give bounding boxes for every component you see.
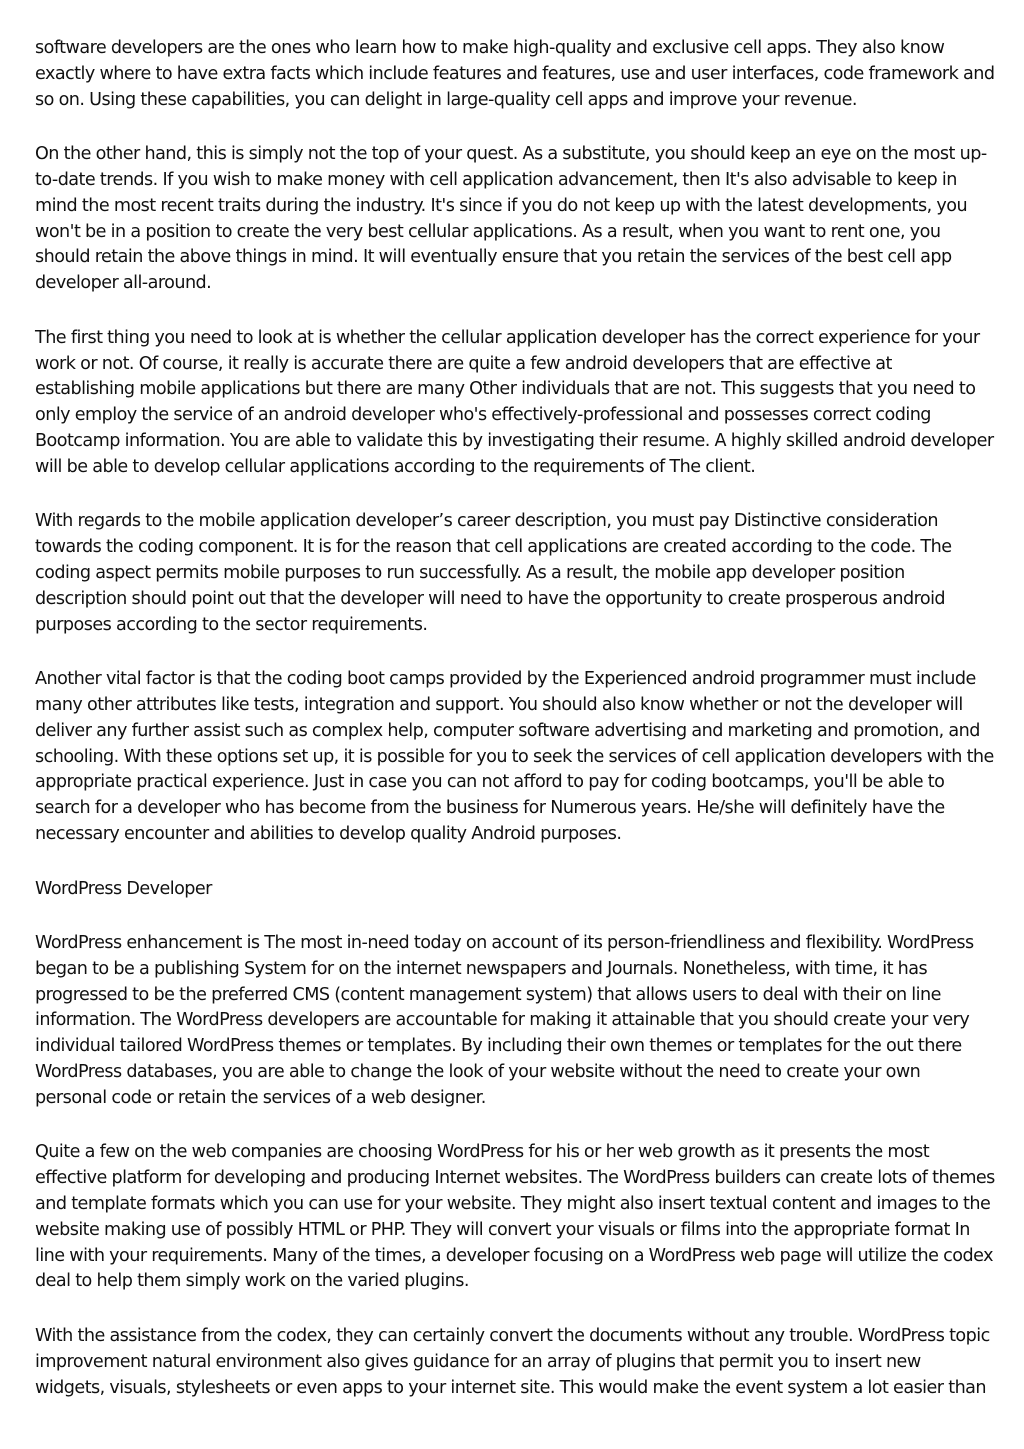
paragraph-4: With regards to the mobile application developer’s career description, you must pay Distinctive consideration towards the coding component. It is for the reason that cell applications are created according to the code. The coding aspect permits mobile purposes to run successfully. As a result, the mobile app developer position description should point out that the developer will need to have the opportunity to create prosperous android purposes according to the sector requirements. bbox=[35, 511, 952, 635]
paragraph-1: software developers are the ones who learn how to make high-quality and exclusive cell apps. They also know exactly where to have extra facts which include features and features, use and user interfaces, code framework and so on. Using these capabilities, you can delight in large-quality cell apps and improve your revenue. bbox=[35, 38, 995, 110]
paragraph-6: WordPress enhancement is The most in-need today on account of its person-friendliness and flexibility. WordPress began to be a publishing System for on the internet newspapers and Journals. Nonetheless, with time, it has progressed to be the preferred CMS (content management system) that allows users to deal with their on line information. The WordPress developers are accountable for making it attainable that you should create your very individual tailored WordPress themes or templates. By including their own themes or templates for the out there WordPress databases, you are able to change the look of your website without the need to create your own personal code or retain the services of a web designer. bbox=[35, 933, 974, 1108]
paragraph-7: Quite a few on the web companies are choosing WordPress for his or her web growth as it presents the most effective platform for developing and producing Internet websites. The WordPress builders can create lots of themes and template formats which you can use for your website. They might also insert textual content and images to the website making use of possibly HTML or PHP. They will convert your visuals or films into the appropriate format In line with your requirements. Many of the times, a developer focusing on a WordPress web page will utilize the codex deal to help them simply work on the varied plugins. bbox=[35, 1142, 995, 1292]
document-body bbox=[35, 36, 995, 1430]
paragraph-5: Another vital factor is that the coding boot camps provided by the Experienced android programmer must include many other attributes like tests, integration and support. You should also know whether or not the developer will deliver any further assist such as complex help, computer software advertising and marketing and promotion, and schooling. With these options set up, it is possible for you to seek the services of cell application developers with the appropriate practical experience. Just in case you can not afford to pay for coding bootcamps, you'll be able to search for a developer who has become from the business for Numerous years. He/she will definitely have the necessary encounter and abilities to develop quality Android purposes. bbox=[35, 669, 994, 844]
paragraph-3: The first thing you need to look at is whether the cellular application developer has the correct experience for your work or not. Of course, it really is accurate there are quite a few android developers that are effective at establishing mobile applications but there are many Other individuals that are not. This suggests that you need to only employ the service of an android developer who's effectively-professional and possesses correct coding Bootcamp information. You are able to validate this by investigating their resume. A highly skilled android developer will be able to develop cellular applications according to the requirements of The client. bbox=[35, 327, 994, 477]
section-heading-wordpress-developer: WordPress Developer bbox=[35, 878, 212, 899]
paragraph-8: With the assistance from the codex, they can certainly convert the documents without any trouble. WordPress topic improvement natural environment also gives guidance for an array of plugins that permit you to insert new widgets, visuals, stylesheets or even apps to your internet site. This would make the event system a lot easier than bbox=[35, 1326, 990, 1398]
paragraph-2: On the other hand, this is simply not the top of your quest. As a substitute, you should keep an eye on the most up-to-date trends. If you wish to make money with cell application advancement, then It's also advisable to keep in mind the most recent traits during the industry. It's since if you do not keep up with the latest developments, you won't be in a position to create the very best cellular applications. As a result, when you want to rent one, you should retain the above things in mind. It will eventually ensure that you retain the services of the best cell app developer all-around. bbox=[35, 144, 987, 294]
